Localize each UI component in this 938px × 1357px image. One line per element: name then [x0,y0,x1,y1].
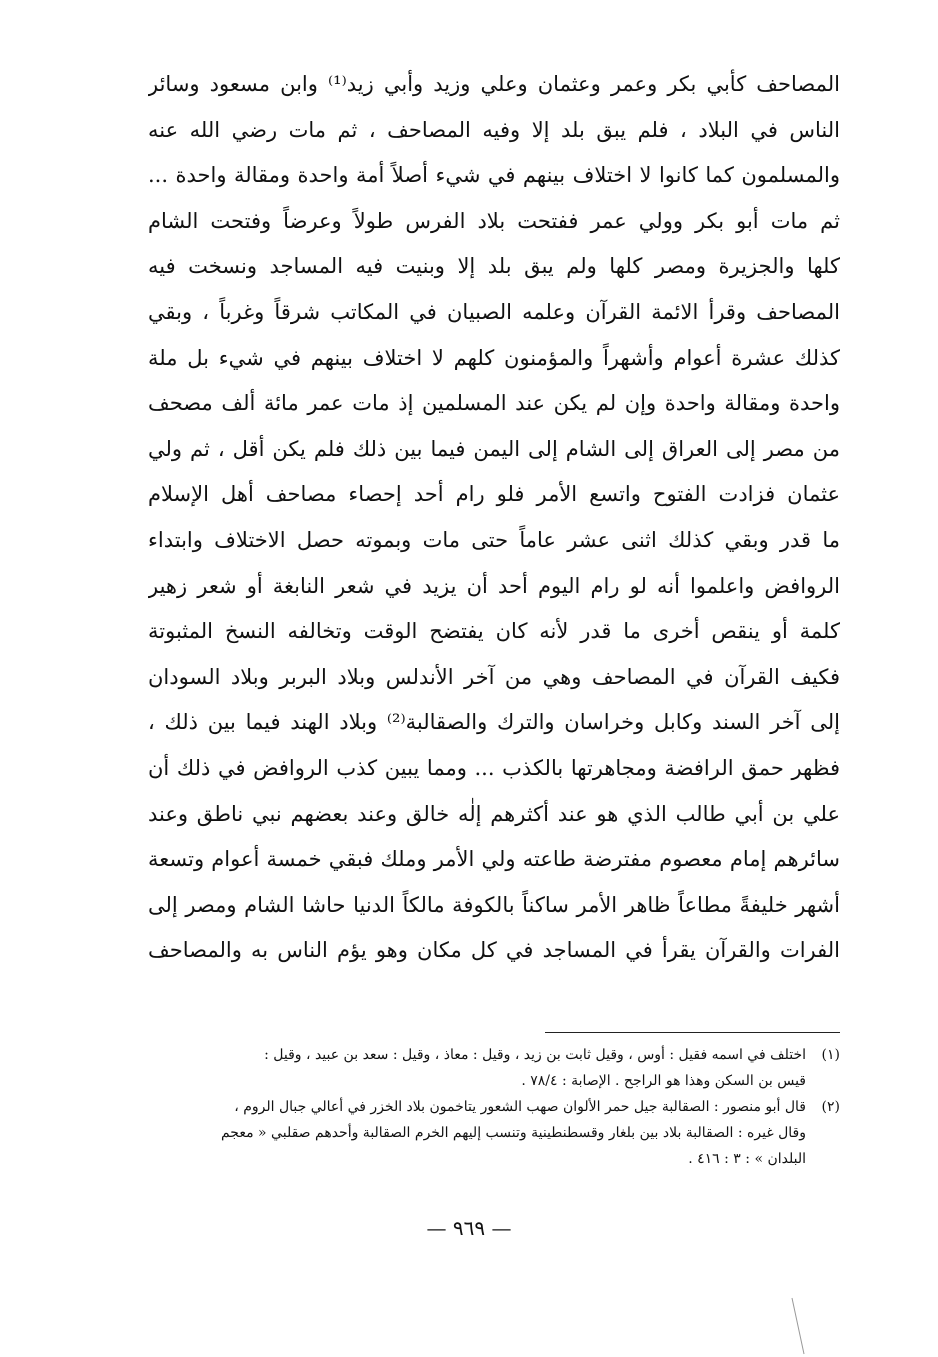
scan-artifact-mark [790,1296,808,1356]
footnote-2-text: قال أبو منصور : الصقالبة جيل حمر الألوان صهب الشعور يتاخمون بلاد الخزر في أعالي جبال الروم ، [234,1099,806,1115]
text-line: إلى آخر السند وكابل وخراسان والترك والصقالبة⁽²⁾ وبلاد الهند فيما بين ذلك ، [148,710,840,735]
text-line: كذلك عشرة أعوام وأشهراً والمؤمنون كلهم لا اختلاف بينهم في شيء بل ملة [148,345,840,370]
text-line: المصاحف وقرأ الائمة القرآن وعلمه الصبيان في المكاتب شرقاً وغرباً ، وبقي [148,299,840,324]
main-text [148,62,840,974]
text-line: ما قدر وبقي كذلك اثنى عشر عاماً حتى مات وبموته حصل الاختلاف وابتداء [148,527,840,552]
footnote-2-number: (٢) [821,1099,840,1115]
footnote-2-text: وقال غيره : الصقالبة بلاد بين بلغار وقسطنطينية وتنسب إليهم الخرم الصقالبة وأحدهم صقلبي « معجم [220,1125,806,1141]
text-line: والمسلمون كما كانوا لا اختلاف بينهم في شيء أصلاً أمة واحدة ومقالة واحدة ... [148,163,840,188]
text-line: فظهر حمق الرافضة ومجاهرتها بالكذب ... ومما يبين كذب الروافض في ذلك أن [148,755,840,780]
text-line: كلها والجزيرة ومصر كلها ولم يبق بلد إلا وبنيت فيه المساجد ونسخت فيه [148,254,840,279]
footnote-1-line [150,1042,840,1068]
text-line: الفرات والقرآن يقرأ في المساجد في كل مكان وهو يؤم الناس به والمصاحف [148,938,840,963]
text-line: واحدة ومقالة واحدة وإن لم يكن عند المسلمين إذ مات عمر مائة ألف مصحف [148,391,840,416]
footnote-1-text: اختلف في اسمه فقيل : أوس ، وقيل ثابت بن زيد ، وقيل : معاذ ، وقيل : سعد بن عبيد ، وقيل : [264,1047,806,1063]
text-line: ثم مات أبو بكر وولي عمر ففتحت بلاد الفرس طولاً وعرضاً وفتحت الشام [148,208,840,233]
text-line: كلمة أو ينقص أخرى ما قدر لأنه كان يفتضح الوقت وتخالفه النسخ المثبوتة [148,619,840,644]
text-line: فكيف القرآن في المصاحف وهي من آخر الأندلس وبلاد البربر وبلاد السودان [148,664,840,689]
text-line: المصاحف كأبي بكر وعمر وعثمان وعلي وزيد وأبي زيد⁽¹⁾ وابن مسعود وسائر [148,72,840,96]
text-line: سائرهم إمام معصوم مفترضة طاعته ولي الأمر وملك فبقي خمسة أعوام وتسعة [148,847,840,872]
footnote-divider [545,1032,840,1033]
text-line: أشهر خليفةً مطاعاً ظاهر الأمر ساكناً بالكوفة مالكاً الدنيا حاشا الشام ومصر إلى [148,892,840,917]
text-line: علي بن أبي طالب الذي هو عند أكثرهم إلٰه خالق وعند بعضهم نبي ناطق وعند [148,801,840,826]
footnote-1-text: قيس بن السكن وهذا هو الراجح . الإصابة : ٧٨/٤ . [521,1073,806,1089]
footnote-2-line [150,1094,840,1120]
text-line: عثمان فزادت الفتوح واتسع الأمر فلو رام أحد إحصاء مصاحف أهل الإسلام [148,482,840,507]
text-line: من مصر إلى العراق إلى الشام إلى اليمن فيما بين ذلك فلم يكن أقل ، ثم ولي [148,436,840,461]
footnote-1-number: (١) [821,1047,840,1063]
footnotes [150,1042,840,1172]
text-line: الناس في البلاد ، فلم يبق بلد إلا وفيه المصاحف ، ثم مات رضي الله عنه [148,117,840,142]
text-line: الروافض واعلموا أنه لو رام اليوم أحد أن يزيد في شعر النابغة أو شعر زهير [148,573,840,598]
page-number: — ٩٦٩ — [426,1216,512,1240]
footnote-2-text: البلدان » : ٣ : ٤١٦ . [688,1151,806,1167]
